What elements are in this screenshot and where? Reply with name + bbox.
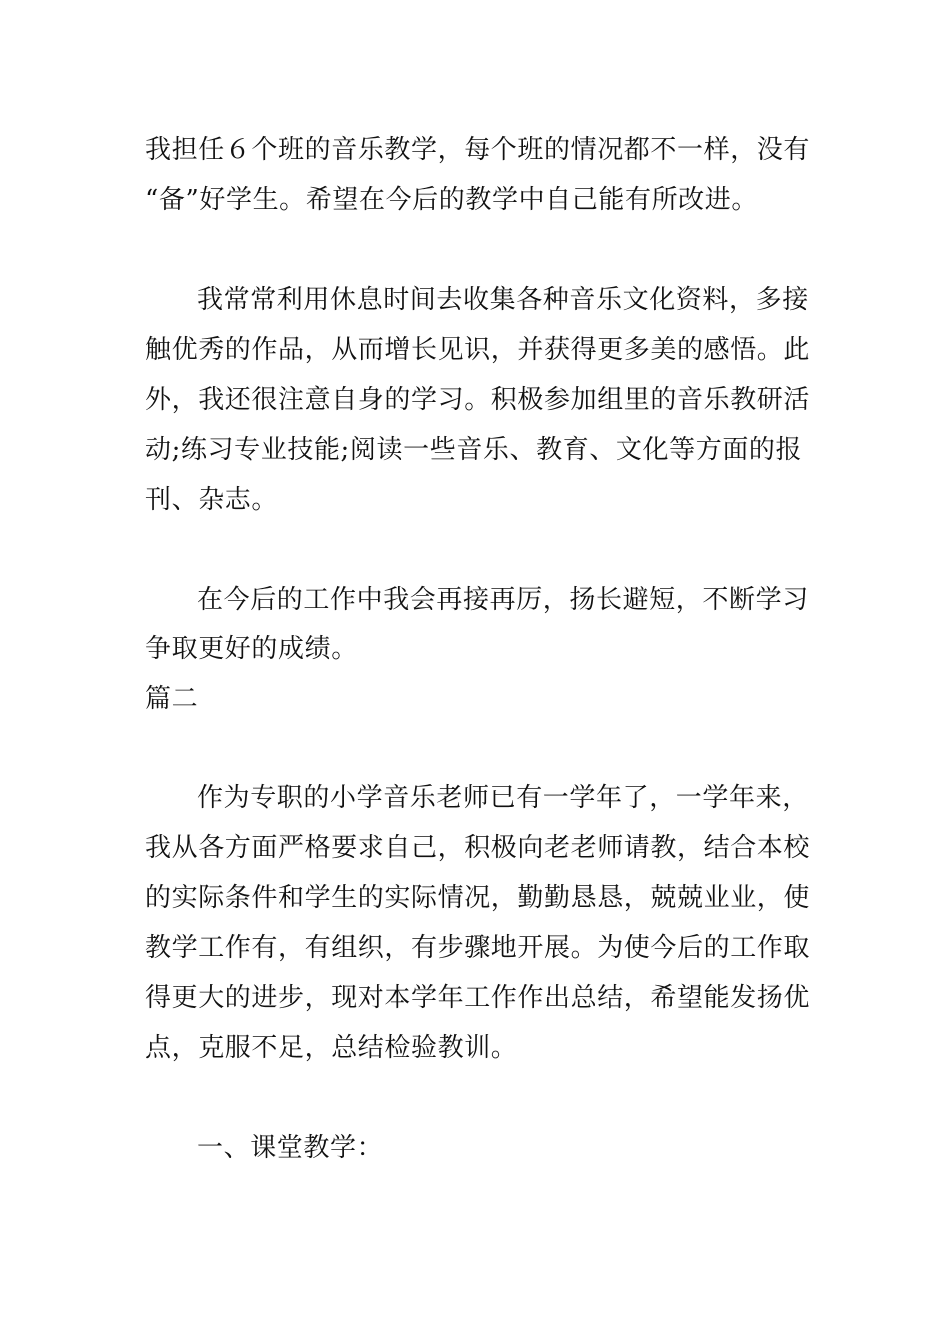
paragraph-4-line-5: 得更大的进步，现对本学年工作作出总结，希望能发扬优 — [145, 983, 811, 1013]
paragraph-2-line-2: 触优秀的作品，从而增长见识，并获得更多美的感悟。此 — [145, 335, 811, 365]
paragraph-4-line-4: 教学工作有，有组织，有步骤地开展。为使今后的工作取 — [145, 933, 811, 963]
paragraph-2-line-3: 外，我还很注意自身的学习。积极参加组里的音乐教研活 — [145, 385, 811, 415]
paragraph-3-line-2: 争取更好的成绩。 — [145, 634, 358, 664]
paragraph-2-line-1: 我常常利用休息时间去收集各种音乐文化资料，多接 — [197, 285, 809, 315]
paragraph-1-line-2: “备”好学生。希望在今后的教学中自己能有所改进。 — [145, 185, 758, 215]
paragraph-3-line-1: 在今后的工作中我会再接再厉，扬长避短，不断学习 — [197, 585, 809, 615]
paragraph-4-line-6: 点，克服不足，总结检验教训。 — [145, 1033, 518, 1063]
paragraph-4-line-3: 的实际条件和学生的实际情况，勤勤恳恳，兢兢业业，使 — [145, 883, 811, 913]
paragraph-2-line-5: 刊、杂志。 — [145, 485, 279, 515]
paragraph-4-line-1: 作为专职的小学音乐老师已有一学年了，一学年来， — [197, 783, 809, 813]
paragraph-4-line-2: 我从各方面严格要求自己，积极向老老师请教，结合本校 — [145, 833, 811, 863]
paragraph-1-line-1: 我担任６个班的音乐教学，每个班的情况都不一样，没有 — [145, 135, 811, 165]
subheading-classroom-teaching: 一、课堂教学： — [197, 1133, 384, 1163]
paragraph-2-line-4: 动;练习专业技能;阅读一些音乐、教育、文化等方面的报 — [145, 435, 803, 465]
section-heading: 篇二 — [145, 684, 199, 714]
